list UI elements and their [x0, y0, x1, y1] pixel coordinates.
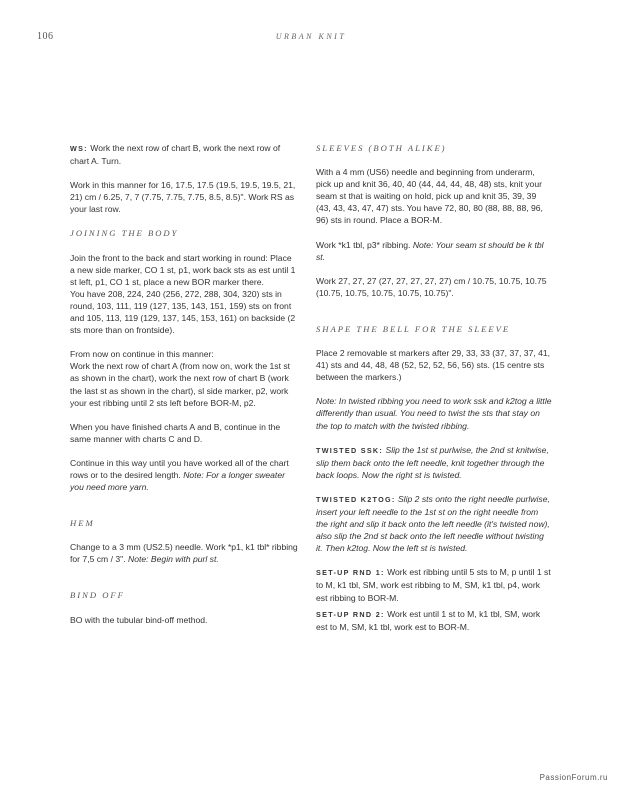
joining-body-heading: JOINING THE BODY [70, 228, 179, 239]
continue-way-text: Continue in this way until you have worked all of the chart rows or to the desired length. [70, 457, 289, 480]
continue-paragraph-1: From now on continue in this manner: [70, 349, 214, 360]
sleeves-paragraph-2 [316, 239, 552, 263]
twisted-k2tog-tag: TWISTED K2TOG: [316, 494, 396, 504]
twisted-k2tog-text: Slip 2 sts onto the right needle purlwise, insert your left needle to the 1st st on the right needle from the right and slip it back onto the left needle (it's twisted now), also slip the 2nd st back onto the left needle without twisting it. Then k2tog. Now the left st is twisted. [316, 493, 550, 554]
sleeves-ribbing-note: Note: Your seam st should be k tbl st. [316, 239, 544, 262]
set-up-rnd-2-tag: SET-UP RND 2: [316, 609, 385, 619]
spacer [70, 577, 298, 589]
continue-paragraph-2: Work the next row of chart A (from now on, work the 1st st as shown in the chart), work the next row of chart B (work the last st as shown in the chart), sl side marker, p2, work your est ribbing until 2 sts left before BOR-M, p2. [70, 361, 291, 408]
hem-paragraph [70, 541, 298, 565]
joining-paragraph-2: You have 208, 224, 240 (256, 272, 288, 304, 320) sts in round, 103, 111, 119 (127, 135, 143, 151, 159) sts on front and 105, 113, 119 (129, 137, 145, 153, 161) on backside (2 sts more than on frontside). [70, 288, 296, 336]
sleeves-paragraph-1: With a 4 mm (US6) needle and beginning from underarm, pick up and knit 36, 40, 40 (44, 44, 44, 48, 48) sts, knit your seam st that is waiting on hold, pick up and knit 35, 39, 39 (43, 43, 43, 47, 47) sts. You have 72, 80, 80 (88, 88, 88, 96, 96) sts in round. Place a BOR-M. [316, 167, 543, 226]
continue-way-paragraph [70, 457, 298, 493]
twisted-k2tog-paragraph [316, 493, 552, 554]
joining-paragraph-1: Join the front to the back and start working in round: Place a new side marker, CO 1 st, p1, work back sts as est until 1 st left, p1, CO 1 st, place a new BOR marker there. [70, 252, 296, 287]
twisted-ssk-text: Slip the 1st st purlwise, the 2nd st knitwise, slip them back onto the left needle, knit together through the back loops. Now the right st is twisted. [316, 444, 549, 480]
ws-tag: WS: [70, 144, 88, 153]
bell-heading: SHAPE THE BELL FOR THE SLEEVE [316, 323, 511, 334]
set-up-rnd-2-text: Work est until 1 st to M, k1 tbl, SM, work est to M, SM, k1 tbl, work est to BOR-M. [316, 608, 541, 632]
spacer [70, 505, 298, 517]
ws-paragraph [70, 142, 298, 167]
running-head: URBAN KNIT [275, 32, 347, 41]
sleeves-heading: SLEEVES (BOTH ALIKE) [316, 143, 447, 153]
set-up-rnd-1-tag: SET-UP RND 1: [316, 568, 385, 578]
set-up-rnd-2-paragraph [316, 608, 552, 633]
right-column [316, 142, 552, 645]
twisted-ssk-paragraph [316, 444, 552, 481]
set-up-rnd-1-paragraph [316, 566, 552, 603]
spacer [316, 311, 552, 323]
sleeves-ribbing-text: Work *k1 tbl, p3* ribbing. [316, 239, 413, 250]
page-header [0, 30, 622, 46]
left-column [70, 142, 298, 638]
bind-off-paragraph: BO with the tubular bind-off method. [70, 614, 208, 625]
twisted-ssk-tag: TWISTED SSK: [316, 445, 384, 455]
sleeves-paragraph-3: Work 27, 27, 27 (27, 27, 27, 27, 27) cm / 10.75, 10.75, 10.75 (10.75, 10.75, 10.75, 10.75, 10.75)". [316, 275, 547, 298]
work-manner-paragraph: Work in this manner for 16, 17.5, 17.5 (19.5, 19.5, 19.5, 21, 21) cm / 6.25, 7, 7 (7.75, 7.75, 7.75, 8.5, 8.5)". Work RS as your last row. [70, 180, 296, 215]
bell-note: Note: In twisted ribbing you need to work ssk and k2tog a little differently than usual. You need to twist the sts that stay on the top to match with the twisted ribbing. [316, 396, 552, 431]
hem-text: Change to a 3 mm (US2.5) needle. Work *p1, k1 tbl* ribbing for 7,5 cm / 3". [70, 542, 298, 565]
bell-paragraph: Place 2 removable st markers after 29, 33, 33 (37, 37, 37, 41, 41) sts and 44, 48, 48 (52, 52, 52, 56, 56) sts. (15 centre sts between the markers.) [316, 348, 551, 383]
bind-off-heading: BIND OFF [70, 590, 125, 601]
watermark: PassionForum.ru [539, 773, 608, 782]
ws-text: Work the next row of chart B, work the next row of chart A. Turn. [70, 143, 281, 167]
page-number: 106 [37, 31, 54, 42]
charts-done-paragraph: When you have finished charts A and B, continue in the same manner with charts C and D. [70, 421, 281, 444]
set-up-rnd-1-text: Work est ribbing until 5 sts to M, p until 1 st to M, k1 tbl, SM, work est ribbing to M, SM, k1 tbl, p4, work est ribbing to BOR-M. [316, 567, 551, 603]
hem-heading: HEM [70, 518, 95, 529]
hem-note: Note: Begin with purl st. [127, 554, 219, 565]
continue-way-note: Note: For a longer sweater you need more yarn. [70, 469, 285, 493]
